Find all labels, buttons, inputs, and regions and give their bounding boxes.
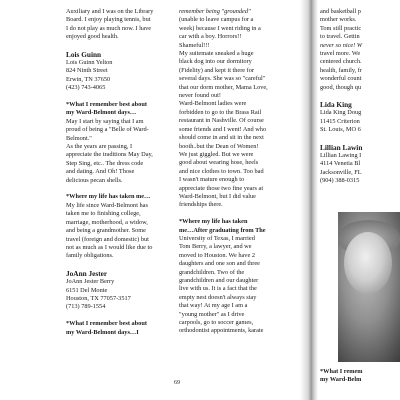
heading-line: *Where my life has taken me…	[66, 193, 151, 201]
text-line: and being a grandmother. Some	[66, 227, 146, 235]
heading-line: my Ward-Belmont days…I	[66, 328, 139, 336]
text-line: forbidden to go to the Brass Rail	[179, 108, 262, 116]
right-caption	[320, 368, 400, 385]
text-line: I do not play as much now. I have	[66, 24, 152, 32]
text-line: My suitemate sneaked a huge	[179, 50, 254, 58]
text-line: and nice clothes to town. Too bad	[179, 167, 264, 175]
text-line: health, family, fr	[320, 66, 362, 74]
text-line: May I start by saying that I am	[66, 117, 144, 125]
text-line: Jacksonville, FL	[320, 168, 362, 176]
left-column	[66, 8, 156, 337]
text-line: several days. She was so "careful"	[179, 75, 266, 83]
text-line: Tom Berry, a lawyer, and we	[179, 243, 252, 251]
text-line: never found out!	[179, 92, 221, 100]
text-line: (Fidelity) and kept it there for	[179, 66, 255, 74]
text-line: Lida King Doug	[320, 109, 362, 117]
text-line: friendships there.	[179, 201, 223, 209]
spacer	[66, 312, 156, 320]
spacer	[320, 135, 400, 143]
text-line: live with us. It is a fact that the	[179, 285, 257, 293]
text-line: and dating. And Oh! Those	[66, 168, 135, 176]
text-line: moved to Houston. We have 2	[179, 251, 255, 259]
spacer	[179, 210, 283, 218]
text-line: Ward-Belmont, but I did value	[179, 192, 256, 200]
text-line: Tom still practic	[320, 24, 362, 32]
text-line: marriage, motherhood, a widow,	[66, 218, 148, 226]
right-column	[320, 8, 400, 186]
text-line: Houston, TX 77057-3517	[66, 294, 131, 302]
spacer	[66, 185, 156, 193]
text-line: taken me to finishing college,	[66, 210, 141, 218]
text-line: Lois Guinn Yelton	[66, 59, 113, 67]
text-line: and basketball p	[320, 8, 361, 15]
text-line: I wasn't mature enough to	[179, 176, 245, 184]
text-line: to travel. Gettin	[320, 33, 360, 41]
heading-line: *Where my life has taken	[179, 218, 248, 226]
text-line: some friends and I went! And who	[179, 125, 267, 133]
text-line: Auxiliary and I was on the Library	[66, 8, 154, 15]
text-line: University of Texas, I married	[179, 234, 255, 242]
heading-line: *What I remember best about	[66, 320, 147, 328]
spacer	[66, 42, 156, 50]
text-line: 4114 Venetia Bl	[320, 160, 361, 168]
heading-line: *What I remember best about	[66, 101, 147, 109]
text-line: As the years are passing, I	[66, 143, 133, 151]
heading-line: my Ward-Belm	[320, 376, 362, 384]
text-line: 6151 Del Monte	[66, 286, 108, 294]
text-line: JoAnn Jester Berry	[66, 278, 115, 286]
text-line: Erwin, TN 37650	[66, 75, 111, 83]
heading-line: JoAnn Jester	[66, 269, 108, 279]
text-line: week) because I went riding in a	[179, 24, 261, 32]
text-line: orthodontist appointments, karate	[179, 327, 264, 335]
spacer	[320, 92, 400, 100]
right-page	[318, 0, 400, 400]
text-line: travel (foreign and domestic) but	[66, 235, 149, 243]
text-line: delicious pecan shells.	[66, 176, 123, 184]
text-line: family obligations.	[66, 252, 114, 260]
text-line: mother works.	[320, 16, 357, 24]
text-line: appreciate the traditions May Day,	[66, 151, 153, 159]
text-line: black dog into our dormitory	[179, 58, 252, 66]
text-line: (713) 789-1554	[66, 303, 106, 311]
text-line: 11415 Criterion	[320, 117, 360, 125]
text-line: appreciate those two fine years at	[179, 184, 264, 192]
text-line: proud of being a "Belle of Ward-	[66, 126, 149, 134]
heading-line: me…After graduating from The	[179, 226, 266, 234]
middle-column	[179, 8, 283, 336]
text-line: We just giggled. But we were	[179, 150, 254, 158]
text-line: "young mother" as I drive	[179, 310, 245, 318]
text-line: good about wearing hose, heels	[179, 159, 259, 167]
text-line: that way! At my age I am a	[179, 302, 248, 310]
text-line: restaurant in Nashville. Of course	[179, 117, 264, 125]
text-line: Step Sing, etc.. The dress code	[66, 159, 144, 167]
text-line: empty nest doesn't always stay	[179, 293, 257, 301]
text-line: not as much as I would like due to	[66, 243, 153, 251]
heading-line: my Ward-Belmont days…	[66, 109, 137, 117]
text-line: travel more. We	[320, 50, 361, 58]
text-line: good, though qu	[320, 83, 362, 91]
text-line: St. Louis, MO 6	[320, 126, 361, 134]
text-line: car with a boy. Horrors!!	[179, 33, 242, 41]
text-line: (unable to leave campus for a	[179, 16, 254, 24]
heading-line: Lois Guinn	[66, 50, 102, 60]
text-line: My life since Ward-Belmont has	[66, 201, 148, 209]
text-line: Ward-Belmont ladies were	[179, 100, 247, 108]
book-gutter	[300, 0, 318, 400]
text-line: carpools, go to soccer games,	[179, 319, 254, 327]
text-line: grandchildren. Two of the	[179, 268, 245, 276]
text-line: wonderful count	[320, 75, 362, 83]
text-line: remember being "grounded"	[179, 8, 251, 15]
text-line: (423) 743-4065	[66, 84, 106, 92]
text-line: grandchildren and our daughter	[179, 276, 259, 284]
text-line: should come in and sit in the next	[179, 134, 264, 142]
heading-line: *What I remem	[320, 368, 363, 375]
text-line: Shameful!!!	[179, 41, 210, 49]
text-line: never so nice! W	[320, 41, 363, 49]
text-line: booth..but the Dean of Women!	[179, 142, 259, 150]
text-line: that our dorm mother, Mama Love,	[179, 83, 268, 91]
spacer	[66, 261, 156, 269]
text-line: Lillian Lawing I	[320, 152, 362, 160]
text-line: Belmont."	[66, 134, 92, 142]
text-line: daughters and one son and three	[179, 260, 260, 268]
text-line: enjoyed good health.	[66, 33, 119, 41]
text-line: (904) 388-0315	[320, 177, 360, 185]
spacer	[66, 93, 156, 101]
heading-line: Lillian Lawin	[320, 143, 363, 153]
portrait-face	[344, 232, 392, 294]
text-line: 824 Ninth Street	[66, 67, 108, 75]
heading-line: Lida King	[320, 100, 352, 110]
text-line: Board. I enjoy playing tennis, but	[66, 16, 151, 24]
text-line: centered church.	[320, 58, 362, 66]
page-number: 69	[174, 380, 180, 386]
